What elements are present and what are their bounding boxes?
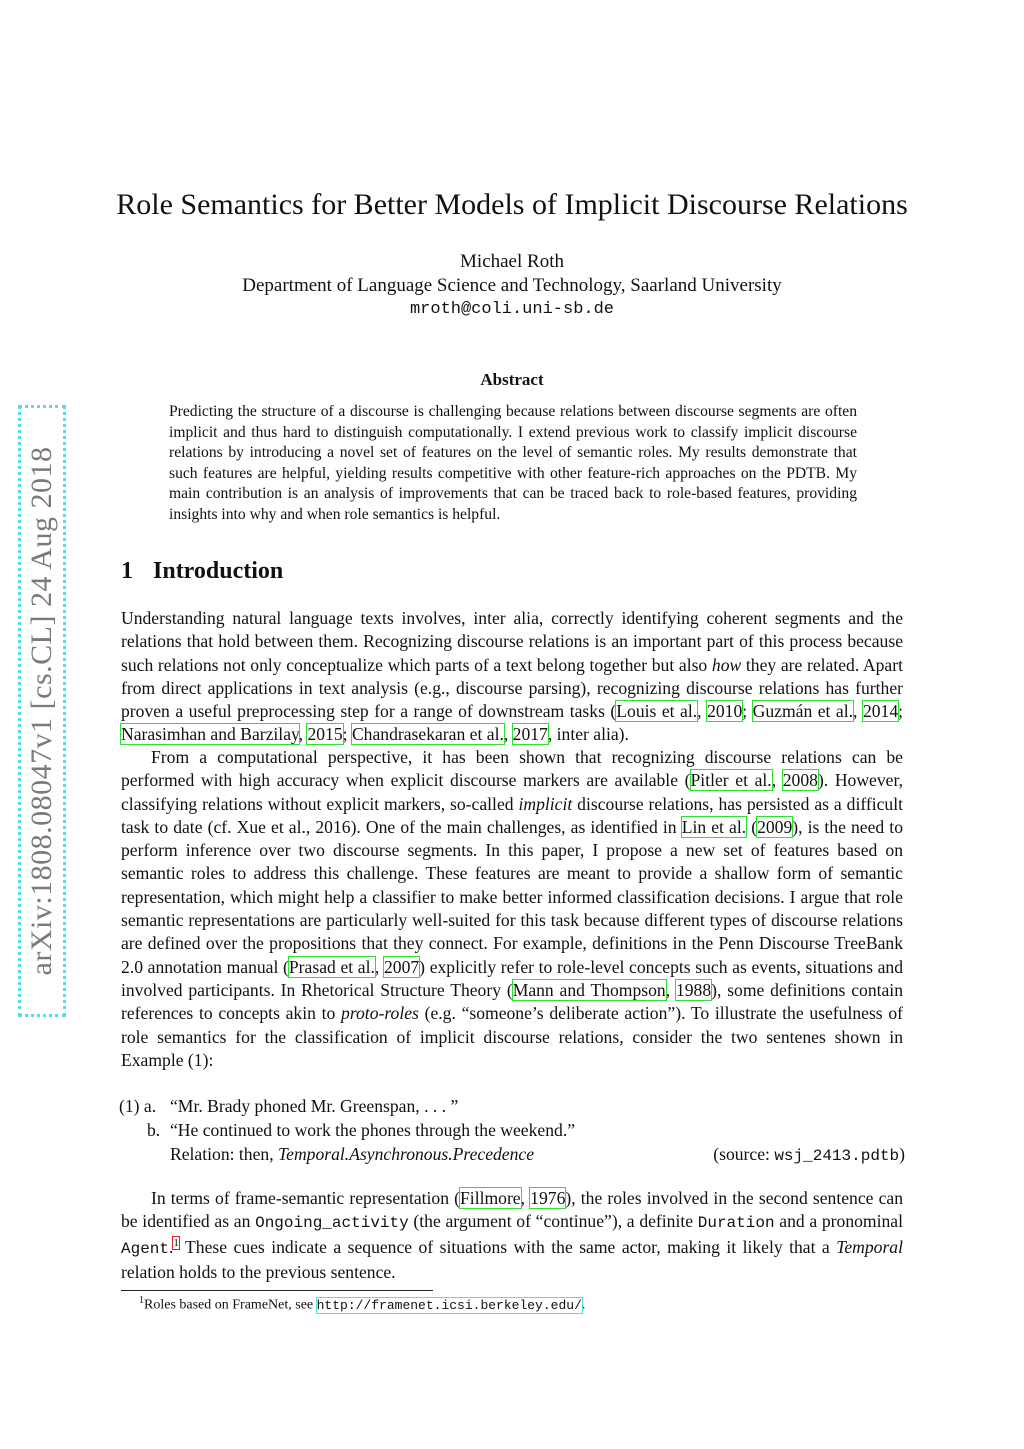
example-label: (1) a.: [119, 1096, 157, 1116]
footnote: $^1$Roles based on FrameNet, see http://framenet.icsi.berkeley.edu/.: [139, 1295, 586, 1313]
example-sentence-b: “He continued to work the phones through the weekend.”: [170, 1120, 576, 1140]
citation-pitler-year[interactable]: 2008: [782, 770, 818, 791]
author-name: Michael Roth: [460, 251, 564, 272]
abstract-heading: Abstract: [480, 370, 544, 389]
citation-guzman-year[interactable]: 2014: [862, 701, 899, 722]
footnote-link[interactable]: http://framenet.icsi.berkeley.edu/: [316, 1297, 582, 1313]
citation-fillmore-year[interactable]: 1976: [530, 1188, 566, 1208]
intro-paragraph-2: From a computational perspective, it has been shown that recognizing discourse relations can be performed with high accuracy when explicit discourse markers are available (Pitler et al., 2008). However, classifying relations without explicit markers, so-called implicit discourse relations, has persisted as a difficult task to date (cf. Xue et al., 2016). One of the main challenges, as identified in Lin et al. (2009), is the need to perform inference over two discourse segments. In this paper, I propose a new set of features based on semantic roles to address this challenge. These features are meant to provide a shallow form of semantic representation, which might help a classifier to make better informed classification decisions. I argue that role semantic representations are particularly well-suited for this task because different types of discourse relations are defined over the propositions that they connect. For example, definitions in the Penn Discourse TreeBank 2.0 annotation manual (Prasad et al., 2007) explicitly refer to role-level concepts such as events, situations and involved participants. In Rhetorical Structure Theory (Mann and Thompson, 1988), some definitions contain references to concepts akin to proto-roles (e.g. “someone’s deliberate action”). To illustrate the usefulness of role semantics for the classification of implicit discourse relations, consider the two sentenes shown in Example (1):: [121, 747, 904, 1070]
code-agent: Agent: [121, 1239, 170, 1258]
citation-chandrasekaran-author[interactable]: Chandrasekaran et al.: [351, 724, 504, 745]
arxiv-sidebar-stamp[interactable]: [18, 405, 66, 1017]
footnote-divider: [121, 1290, 433, 1291]
citation-mann-author[interactable]: Mann and Thompson: [512, 979, 666, 1000]
arxiv-id: arXiv:1808.08047v1 [cs.CL] 24 Aug 2018: [25, 446, 58, 976]
footnote-marker[interactable]: 1: [173, 1236, 179, 1249]
paper-title: Role Semantics for Better Models of Implicit Discourse Relations: [116, 188, 908, 221]
example-label-b: b.: [147, 1120, 161, 1140]
code-ongoing-activity: Ongoing_activity: [255, 1214, 409, 1233]
author-email: mroth@coli.uni-sb.de: [409, 300, 615, 319]
code-duration: Duration: [697, 1214, 775, 1233]
section-heading: [121, 558, 283, 585]
citation-louis-author[interactable]: Louis et al.: [616, 701, 698, 722]
section-number: 1: [121, 558, 133, 584]
author-affiliation: Department of Language Science and Technology, Saarland University: [242, 275, 782, 296]
citation-fillmore-author[interactable]: Fillmore: [460, 1188, 521, 1208]
citation-lin-author[interactable]: Lin et al.: [681, 816, 747, 837]
citation-narasimhan-year[interactable]: 2015: [307, 724, 343, 745]
example-source: (source: wsj_2413.pdtb): [713, 1144, 905, 1165]
intro-paragraph-1: Understanding natural language texts involves, inter alia, correctly identifying coherent segments and the relations that hold between them. Recognizing discourse relations is an important part of this process because such relations not only conceptualize which parts of a text belong together but also how they are related. Apart from direct applications in text analysis (e.g., discourse parsing), recognizing discourse relations has further proven a useful preprocessing step for a range of downstream tasks (Louis et al., 2010; Guzmán et al., 2014; Narasimhan and Barzilay, 2015; Chandrasekaran et al., 2017, inter alia).: [121, 608, 904, 745]
citation-prasad-year[interactable]: 2007: [383, 956, 420, 977]
example-sentence-a: “Mr. Brady phoned Mr. Greenspan, . . . ”: [170, 1096, 459, 1116]
intro-paragraph-3: In terms of frame-semantic representation (Fillmore, 1976), the roles involved in the second sentence can be identified as an Ongoing_activity (the argument of “continue”), a definite Duration and a pronominal Agent.$^1$ These cues indicate a sequence of situations with the same actor, making it likely that a Temporal relation holds to the previous sentence.: [121, 1188, 903, 1282]
example-relation: Relation: then, Temporal.Asynchronous.Precedence: [170, 1144, 535, 1164]
abstract-body: Predicting the structure of a discourse is challenging because relations between discourse segments are often implicit and thus hard to distinguish computationally. I extend previous work to classify implicit discourse relations by introducing a novel set of features on the level of semantic roles. My results demonstrate that such features are helpful, yielding results competitive with other feature-rich approaches on the PDTB. My main contribution is an analysis of improvements that can be traced back to role-based features, providing insights into why and when role semantics is helpful.: [169, 403, 857, 523]
citation-narasimhan-author[interactable]: Narasimhan and Barzilay: [121, 724, 299, 745]
citation-guzman-author[interactable]: Guzmán et al.: [752, 701, 854, 722]
citation-louis-year[interactable]: 2010: [707, 701, 743, 722]
section-title: Introduction: [153, 558, 284, 584]
citation-lin-year[interactable]: 2009: [757, 816, 793, 837]
citation-pitler-author[interactable]: Pitler et al.: [690, 770, 772, 791]
citation-mann-year[interactable]: 1988: [675, 979, 712, 1000]
citation-chandrasekaran-year[interactable]: 2017: [512, 724, 548, 745]
citation-prasad-author[interactable]: Prasad et al.: [288, 956, 375, 977]
